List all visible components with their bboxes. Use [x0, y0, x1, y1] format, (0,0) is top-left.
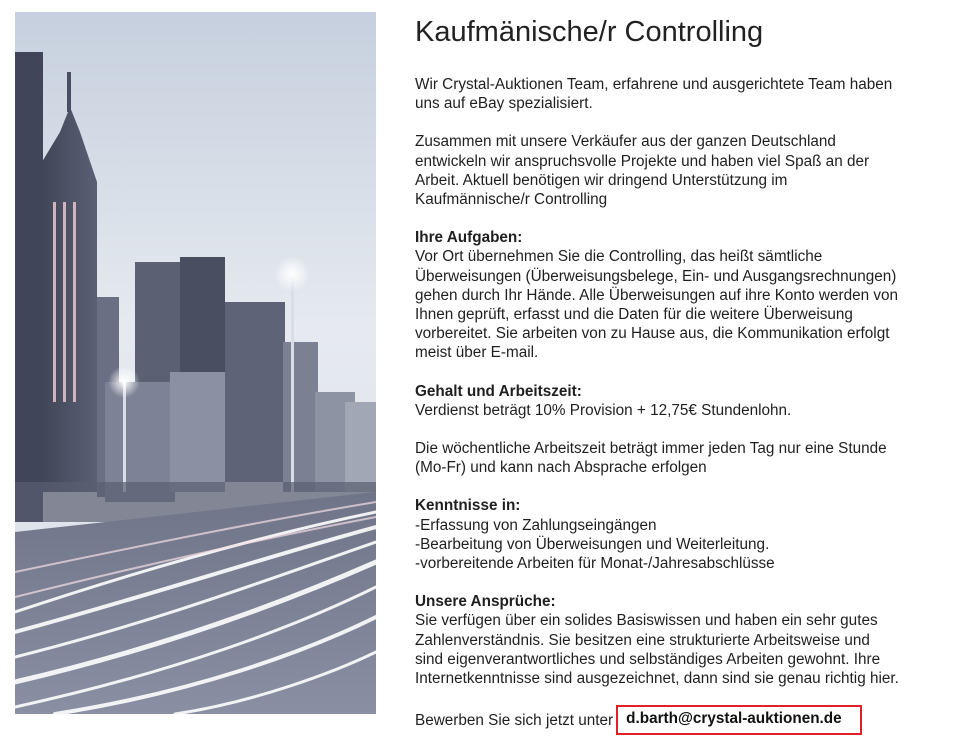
salary-section: [415, 382, 955, 420]
text-line: Zusammen mit unsere Verkäufer aus der ganzen Deutschland: [415, 133, 836, 151]
skills-section: [415, 496, 955, 573]
text-line: Arbeit. Aktuell benötigen wir dringend Unterstützung im: [415, 171, 788, 189]
contact-email[interactable]: d.barth@crystal-auktionen.de: [626, 710, 842, 728]
text-line: gehen durch Ihr Hände. Alle Überweisungen auf ihre Konto werden von: [415, 286, 899, 304]
section-heading: Kenntnisse in:: [415, 497, 521, 515]
city-skyline-image: [15, 12, 376, 714]
text-line: Die wöchentliche Arbeitszeit beträgt immer jeden Tag nur eine Stunde: [415, 440, 887, 458]
job-posting: [415, 14, 955, 737]
text-line: entwickeln wir anspruchsvolle Projekte und haben viel Spaß an der: [415, 152, 870, 170]
text-line: Vor Ort übernehmen Sie die Controlling, das heißt sämtliche: [415, 248, 823, 266]
text-line: Ihnen geprüft, erfasst und die Daten für die weitere Überweisung: [415, 306, 853, 324]
text-line: Überweisungen (Überweisungsbelege, Ein- und Ausgangsrechnungen): [415, 267, 897, 285]
text-line: vorbereitet. Sie arbeiten von zu Hause aus, die Kommunikation erfolgt: [415, 325, 890, 343]
apply-prefix: Bewerben Sie sich jetzt unter: [415, 712, 614, 730]
apply-line: [415, 707, 955, 737]
intro-paragraph-2: [415, 132, 955, 209]
text-line: Kaufmännische/r Controlling: [415, 191, 608, 209]
text-line: sind eigenverantwortliches und selbständiges Arbeiten gewohnt. Ihre: [415, 650, 881, 668]
text-line: Verdienst beträgt 10% Provision + 12,75€ Stundenlohn.: [415, 401, 792, 419]
text-line: Sie verfügen über ein solides Basiswissen und haben ein sehr gutes: [415, 612, 878, 630]
text-line: Zahlenverständnis. Sie besitzen eine strukturierte Arbeitsweise und: [415, 631, 870, 649]
section-heading: Gehalt und Arbeitszeit:: [415, 382, 582, 400]
list-item: -Erfassung von Zahlungseingängen: [415, 516, 657, 534]
list-item: -vorbereitende Arbeiten für Monat-/Jahresabschlüsse: [415, 555, 775, 573]
email-highlight-box: [616, 705, 862, 735]
hours-paragraph: [415, 439, 955, 477]
text-line: (Mo-Fr) und kann nach Absprache erfolgen: [415, 459, 707, 477]
text-line: Internetkenntnisse sind ausgezeichnet, dann sind sie genau richtig hier.: [415, 670, 899, 688]
text-line: uns auf eBay spezialisiert.: [415, 95, 593, 113]
section-heading: Unsere Ansprüche:: [415, 593, 556, 611]
section-heading: Ihre Aufgaben:: [415, 229, 523, 247]
text-line: meist über E-mail.: [415, 344, 539, 362]
list-item: -Bearbeitung von Überweisungen und Weiterleitung.: [415, 535, 770, 553]
intro-paragraph-1: [415, 75, 955, 113]
tasks-section: [415, 228, 955, 362]
page-title: Kaufmänische/r Controlling: [415, 16, 764, 48]
requirements-section: [415, 592, 955, 688]
text-line: Wir Crystal-Auktionen Team, erfahrene und ausgerichtete Team haben: [415, 76, 893, 93]
